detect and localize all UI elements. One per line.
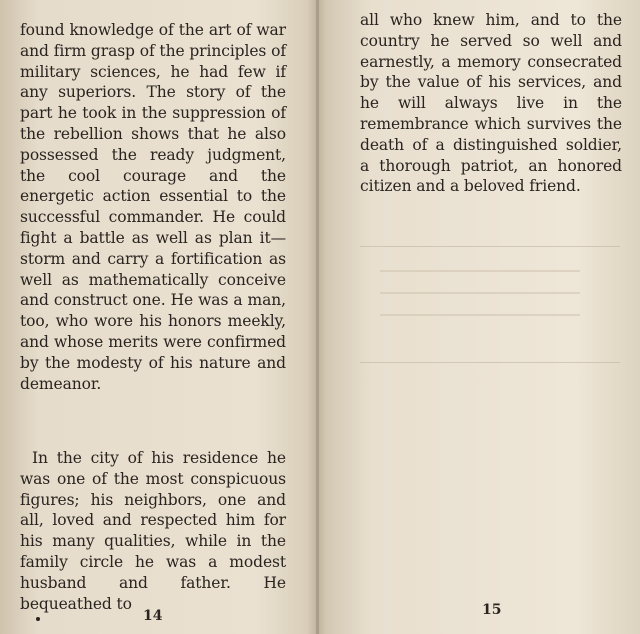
- left-page-paragraph-2: In the city of his residence he was one of the most conspicuous figures; his neighbors, one and all, loved and respected him for his many qualities, while in the family circle he was a modest husband and father. He bequeathed to: [20, 449, 286, 613]
- left-page-number: 14: [143, 608, 163, 624]
- show-through-mark: [380, 270, 580, 272]
- right-page-paragraph-1: all who knew him, and to the country he served so well and earnestly, a memory consecrated by the value of his services, and he will always live in the remembrance which survives the death of a distinguished soldier, a thorough patriot, an honored citizen and a beloved friend.: [360, 11, 622, 196]
- left-page-paragraph-1: found knowledge of the art of war and firm grasp of the principles of military sciences, he had few if any superiors. The story of the part he took in the suppression of the rebellion shows that he also possessed the ready judgment, the cool courage and the energetic action essential to the successful commander. He could fight a battle as well as plan it—storm and carry a fortification as well as mathematically conceive and construct one. He was a man, too, who wore his honors meekly, and whose merits were confirmed by the modesty of his nature and demeanor.: [20, 21, 286, 393]
- faint-rule: [360, 246, 620, 247]
- faint-rule: [360, 362, 620, 363]
- right-page-number: 15: [482, 602, 502, 618]
- left-page: [0, 0, 318, 634]
- right-page: [320, 0, 640, 634]
- ink-dot: [36, 617, 40, 621]
- show-through-mark: [380, 292, 580, 294]
- show-through-mark: [380, 314, 580, 316]
